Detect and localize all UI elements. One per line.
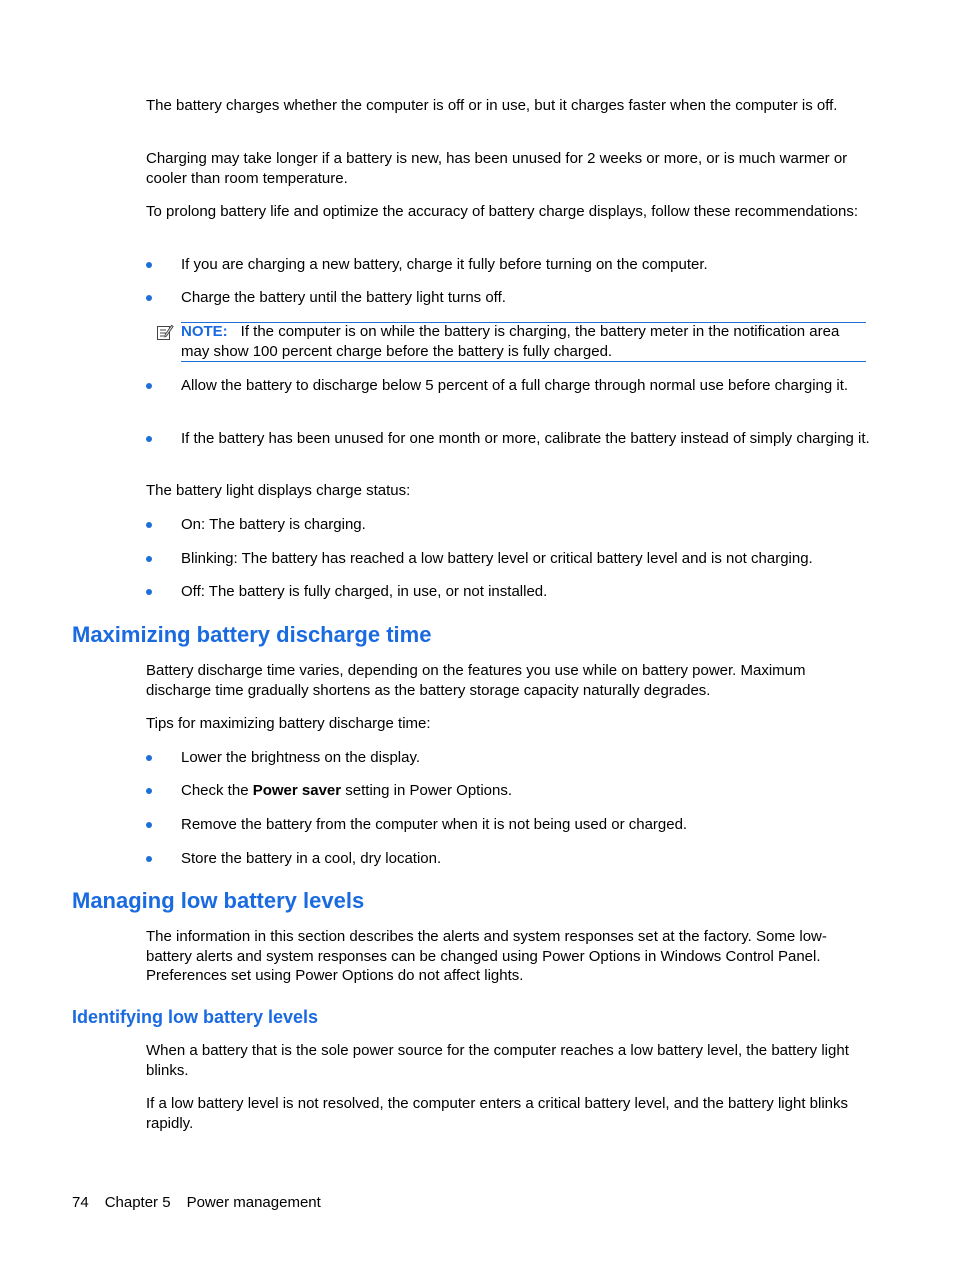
bullet-icon <box>146 589 152 595</box>
light-status-intro: The battery light displays charge status: <box>146 482 411 499</box>
tips-intro: Tips for maximizing battery discharge time: <box>146 715 431 732</box>
bullet-icon <box>146 436 152 442</box>
note-divider-bottom <box>181 361 866 362</box>
section-heading-managing: Managing low battery levels <box>72 888 365 913</box>
page-footer <box>72 1193 337 1212</box>
identifying-paragraph-2: If a low battery level is not resolved, the computer enters a critical battery level, and the battery light blinks rapidly. <box>146 1095 849 1132</box>
note-label: NOTE: <box>181 323 228 340</box>
bullet-icon <box>146 295 152 301</box>
footer-chapter-title: Power management <box>186 1194 321 1211</box>
bullet-icon <box>146 856 152 862</box>
bullet-icon <box>146 383 152 389</box>
subsection-heading-identifying: Identifying low battery levels <box>72 1007 319 1027</box>
intro-paragraph-1: The battery charges whether the computer is off or in use, but it charges faster when the computer is off. <box>146 97 838 114</box>
intro-paragraph-3: To prolong battery life and optimize the accuracy of battery charge displays, follow these recommendations: <box>146 203 859 220</box>
page-number: 74 <box>72 1194 89 1211</box>
bullet-icon <box>146 556 152 562</box>
note-body: If the computer is on while the battery is charging, the battery meter in the notification area may show 100 percent charge before the battery is fully charged. <box>181 323 840 360</box>
bullet-icon <box>146 822 152 828</box>
bullet-icon <box>146 755 152 761</box>
maximizing-paragraph: Battery discharge time varies, depending on the features you use while on battery power. Maximum discharge time gradually shortens as the battery storage capacity naturally degrades. <box>146 662 806 699</box>
note-box <box>146 322 866 361</box>
footer-chapter: Chapter 5 <box>104 1194 171 1211</box>
managing-paragraph: The information in this section describes the alerts and system responses set at the factory. Some low-battery alerts and system responses can be changed using Power Options in Windows Control Panel. Preferences set using Power Options do not affect lights. <box>146 928 827 984</box>
bullet-icon <box>146 262 152 268</box>
note-pencil-icon <box>156 323 174 341</box>
intro-paragraph-2: Charging may take longer if a battery is new, has been unused for 2 weeks or more, or is much warmer or cooler than room temperature. <box>146 150 848 187</box>
document-page: The battery charges whether the computer is off or in use, but it charges faster when the computer is off. Charging may take longer if a battery is new, has been unused for 2 weeks or more, or is much warmer or cooler than room temperature. To prolong battery life and optimize the accuracy of battery charge displays, follow these recommendations: If you are charging a new battery, charge it fully before turning on the computer. Charge the battery until the battery light turns off. NOTE: If the computer is on while the battery is charging, the battery meter in the notification area may show 100 percent charge before the battery is fully charged. Allow the battery to discharge below 5 percent of a full charge through normal use before charging it. If the battery has been unused for one month or more, calibrate the battery instead of simply charging it. The battery light displays charge status: On: The battery is charging. Blinking: The battery has reached a low battery level or critical battery level and is not charging. Off: The battery is fully charged, in use, or not installed. Maximizing battery discharge time Battery discharge time varies, depending on the features you use while on battery power. Maximum discharge time gradually shortens as the battery storage capacity naturally degrades. Tips for maximizing battery discharge time: Lower the brightness on the display. Check the Power saver setting in Power Options. Remove the battery from the computer when it is not being used or charged. Store the battery in a cool, dry location. Managing low battery levels The information in this section describes the alerts and system responses set at the factory. Some low-battery alerts and system responses can be changed using Power Options in Windows Control Panel. Preferences set using Power Options do not affect lights. Identifying low battery levels When a battery that is the sole power source for the computer reaches a low battery level, the battery light blinks. If a low battery level is not resolved, the computer enters a critical battery level, and the battery light blinks rapidly. 74 Chapter 5 Power management <box>72 97 870 1211</box>
identifying-paragraph-1: When a battery that is the sole power source for the computer reaches a low battery level, the battery light blinks. <box>146 1042 849 1079</box>
section-heading-maximizing: Maximizing battery discharge time <box>72 622 432 647</box>
power-saver-term: Power saver <box>252 782 342 799</box>
bullet-icon <box>146 522 152 528</box>
bullet-icon <box>146 788 152 794</box>
note-text <box>181 322 866 361</box>
